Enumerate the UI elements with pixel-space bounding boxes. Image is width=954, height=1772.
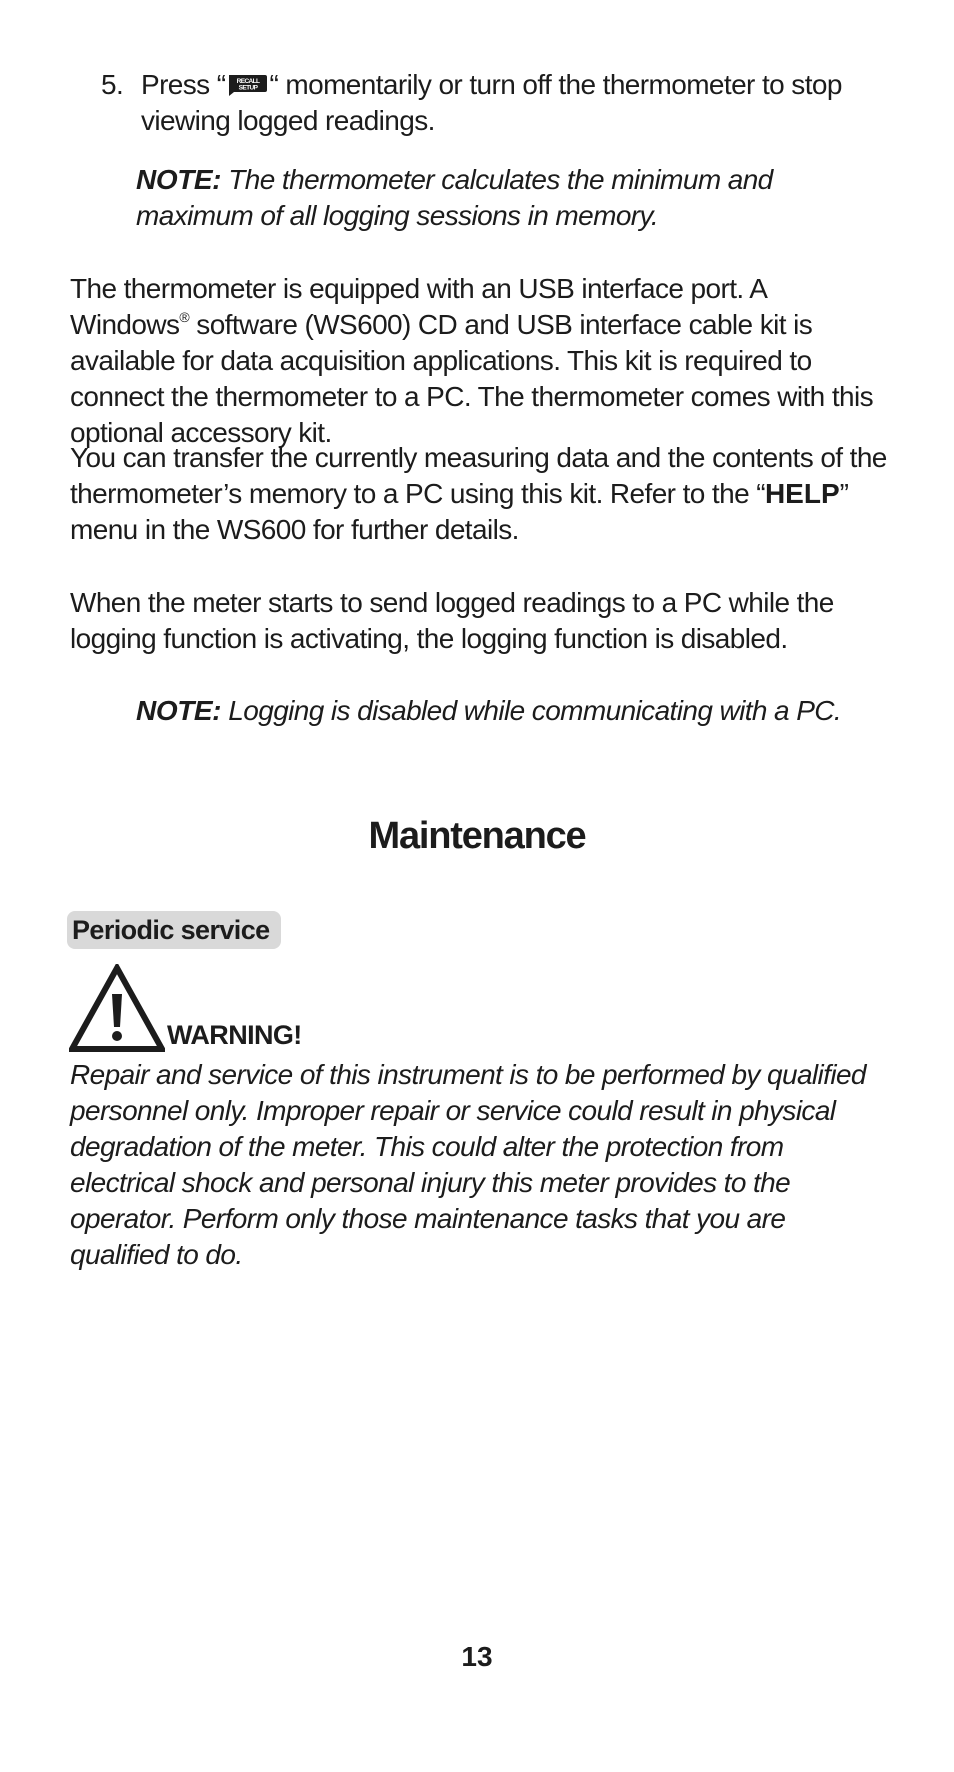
warning-text: Repair and service of this instrument is to be performed by qualified personnel only. Improper repair or service could result in physical degradation of the meter. This could alter the protection from electrical shock and personal injury this meter provides to the operator. Perform only those maintenance tasks that you are qualified to do.	[70, 1059, 866, 1270]
paragraph-logging-disabled	[70, 585, 890, 657]
paragraph-usb-interface	[70, 271, 890, 451]
paragraph-transfer-text-a: You can transfer the currently measuring data and the contents of the thermometer’s memory to a PC using this kit. Refer to the “	[70, 442, 887, 509]
help-menu-name: HELP	[764, 478, 840, 509]
step-text-after: “ momentarily or turn off the thermometer to stop viewing logged readings.	[141, 69, 842, 136]
key-label-setup: SETUP	[239, 84, 258, 92]
subsection-label-periodic-service: Periodic service	[67, 911, 281, 949]
key-label-recall: RECALL	[237, 78, 260, 85]
warning-triangle-icon	[69, 964, 165, 1052]
paragraph-data-transfer	[70, 440, 890, 548]
section-heading-maintenance: Maintenance	[368, 815, 586, 857]
paragraph-transfer-text-b: ” menu in the WS600 for further details.	[70, 478, 849, 545]
paragraph-usb-text-b: software (WS600) CD and USB interface cable kit is available for data acquisition applications. This kit is required to connect the thermometer to a PC. The thermometer comes with this optional accessory kit.	[70, 309, 873, 448]
note-label: NOTE:	[136, 164, 222, 195]
note-label: NOTE:	[136, 695, 222, 726]
step-text	[141, 67, 861, 139]
note-text: Logging is disabled while communicating with a PC.	[221, 695, 842, 726]
note-logging-pc	[136, 693, 876, 729]
warning-title: WARNING!	[167, 1020, 302, 1050]
note-text: The thermometer calculates the minimum and maximum of all logging sessions in memory.	[136, 164, 773, 231]
paragraph-usb-text-a: The thermometer is equipped with an USB interface port. A Windows	[70, 273, 766, 340]
step-text-before: Press “	[141, 69, 226, 100]
registered-mark: ®	[179, 309, 190, 325]
page-number: 13	[461, 1641, 493, 1672]
recall-setup-key-icon	[226, 73, 268, 98]
note-min-max	[136, 162, 876, 234]
paragraph-logging-text: When the meter starts to send logged readings to a PC while the logging function is activating, the logging function is disabled.	[70, 587, 834, 654]
step-number: 5.	[101, 69, 124, 100]
